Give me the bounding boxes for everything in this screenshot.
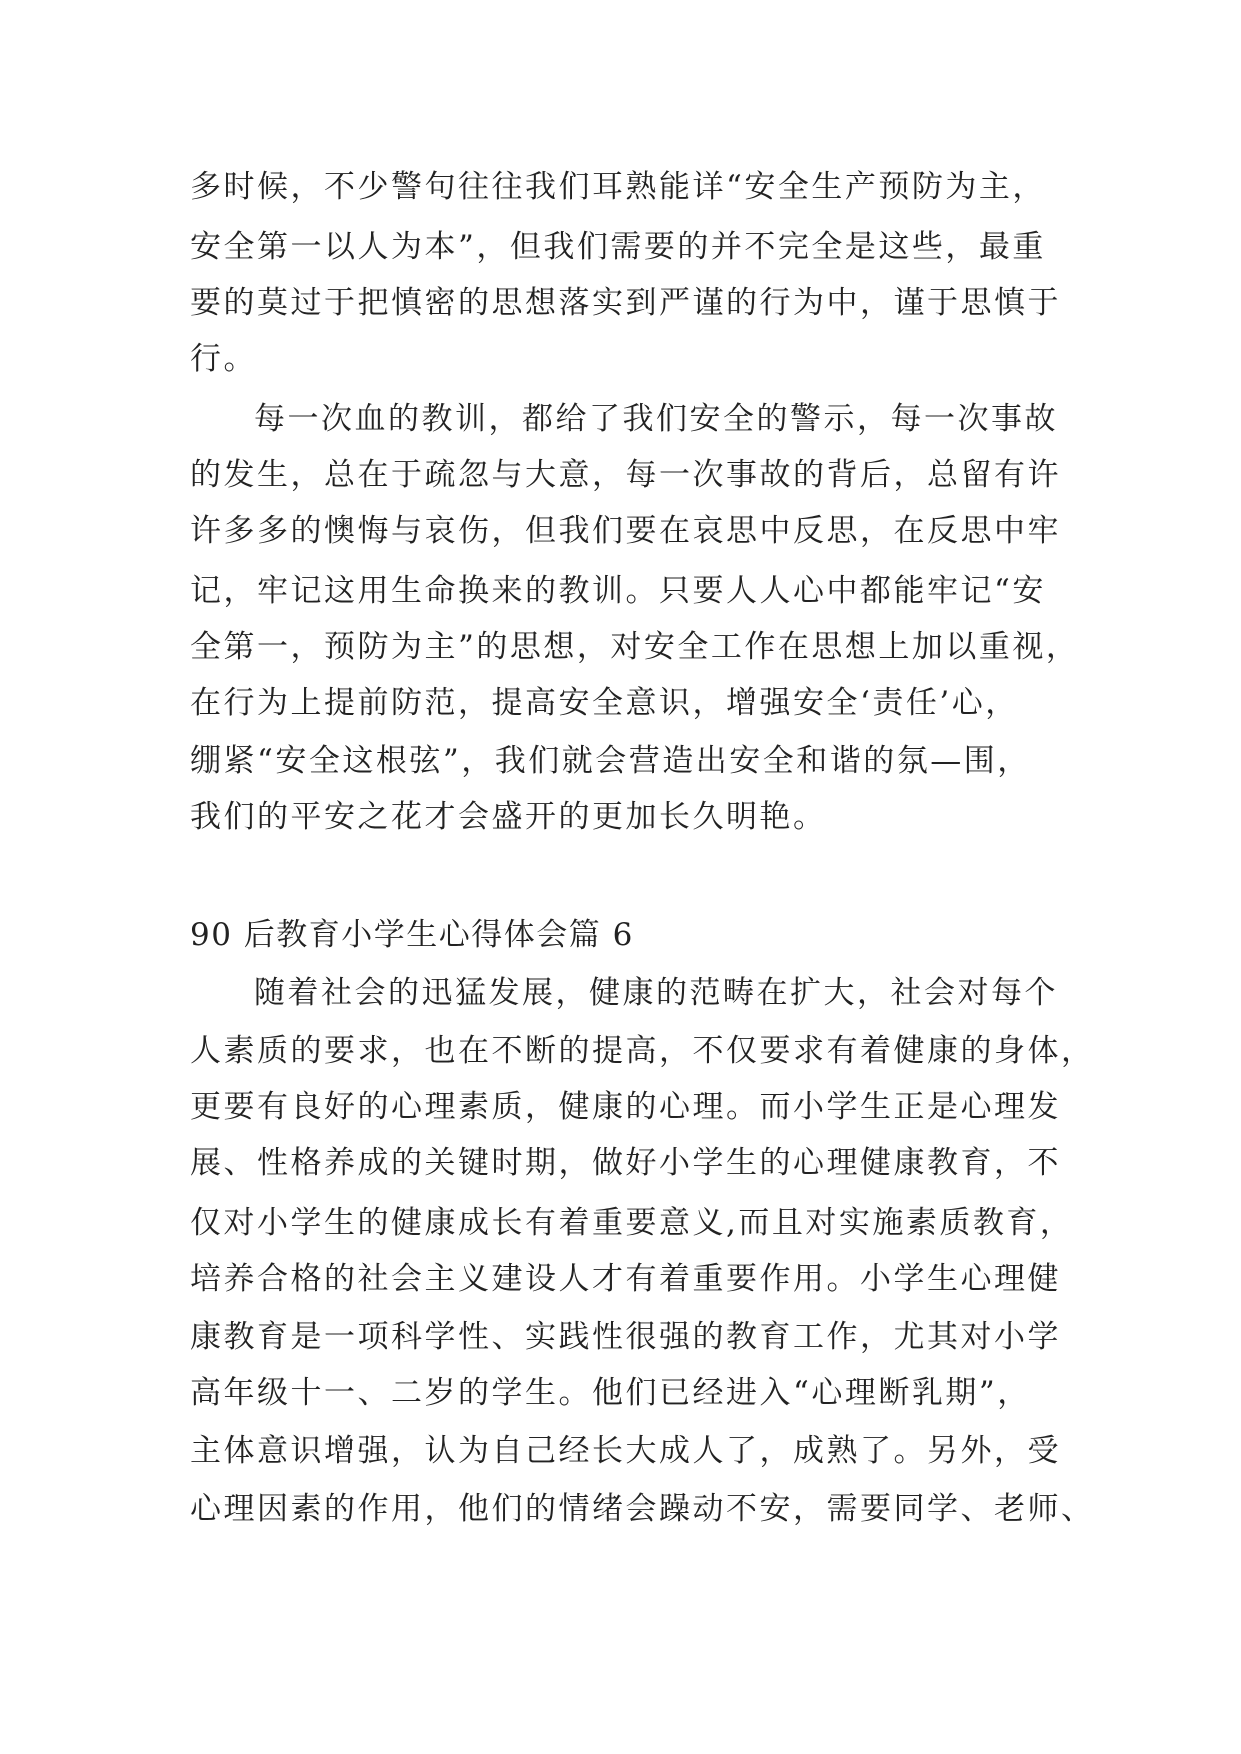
paragraph-3-line-10: 心理因素的作用，他们的情绪会躁动不安，需要同学、老师、 — [190, 1491, 1095, 1527]
paragraph-2-line-1: 每一次血的教训，都给了我们安全的警示，每一次事故 — [254, 401, 1058, 437]
paragraph-3-line-2: 人素质的要求，也在不断的提高，不仅要求有着健康的身体， — [190, 1033, 1095, 1069]
paragraph-3-line-9: 主体意识增强，认为自己经长大成人了，成熟了。另外，受 — [190, 1433, 1061, 1469]
paragraph-1-line-1: 多时候，不少警句往往我们耳熟能详“安全生产预防为主， — [190, 169, 1046, 205]
paragraph-2-line-5: 全第一，预防为主”的思想，对安全工作在思想上加以重视， — [190, 629, 1080, 665]
paragraph-3-line-6: 培养合格的社会主义建设人才有着重要作用。小学生心理健 — [190, 1261, 1061, 1297]
paragraph-1-line-4: 行。 — [190, 341, 257, 377]
paragraph-3-line-5: 仅对小学生的健康成长有着重要意义,而且对实施素质教育， — [190, 1205, 1074, 1241]
paragraph-3-line-3: 更要有良好的心理素质，健康的心理。而小学生正是心理发 — [190, 1089, 1061, 1125]
section-heading: 90 后教育小学生心得体会篇 6 — [190, 917, 634, 953]
paragraph-3-line-8: 高年级十一、二岁的学生。他们已经进入“心理断乳期”， — [190, 1375, 1031, 1411]
paragraph-1-line-2: 安全第一以人为本”，但我们需要的并不完全是这些，最重 — [190, 229, 1046, 265]
paragraph-2-line-8: 我们的平安之花才会盛开的更加长久明艳。 — [190, 799, 827, 835]
paragraph-3-line-1: 随着社会的迅猛发展，健康的范畴在扩大，社会对每个 — [254, 975, 1058, 1011]
paragraph-2-line-6: 在行为上提前防范，提高安全意识，增强安全‘责任’心， — [190, 685, 1019, 721]
paragraph-2-line-7: 绷紧“安全这根弦”，我们就会营造出安全和谐的氛—围， — [190, 743, 1031, 779]
paragraph-3-line-7: 康教育是一项科学性、实践性很强的教育工作，尤其对小学 — [190, 1319, 1061, 1355]
paragraph-2-line-2: 的发生，总在于疏忽与大意，每一次事故的背后，总留有许 — [190, 457, 1061, 493]
paragraph-2-line-4: 记，牢记这用生命换来的教训。只要人人心中都能牢记“安 — [190, 573, 1046, 609]
paragraph-1-line-3: 要的莫过于把慎密的思想落实到严谨的行为中，谨于思慎于 — [190, 285, 1061, 321]
paragraph-2-line-3: 许多多的懊悔与哀伤，但我们要在哀思中反思，在反思中牢 — [190, 513, 1061, 549]
paragraph-3-line-4: 展、性格养成的关键时期，做好小学生的心理健康教育，不 — [190, 1145, 1061, 1181]
